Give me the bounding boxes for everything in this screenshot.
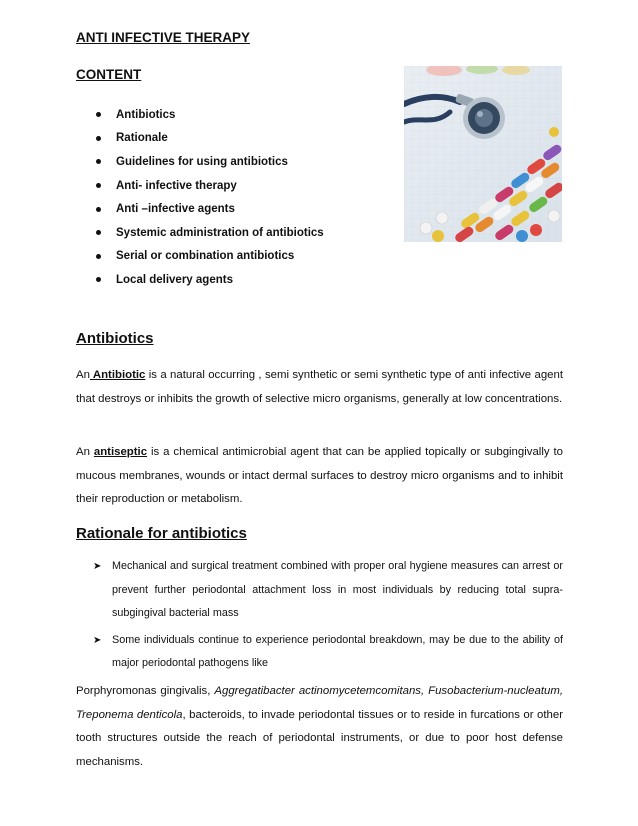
rationale-list [93, 555, 563, 679]
antiseptic-term: antiseptic [93, 446, 148, 458]
bullet-icon [96, 136, 101, 141]
bullet-icon [96, 207, 101, 212]
rationale-heading: Rationale for antibiotics [76, 525, 247, 542]
arrow-bullet-icon: ➤ [93, 634, 102, 646]
arrow-bullet-icon: ➤ [93, 561, 102, 572]
document-title: ANTI INFECTIVE THERAPY [76, 30, 251, 45]
pathogens-paragraph: Porphyromonas gingivalis, Aggregatibacter actinomycetemcomitans, Fusobacterium-nucleatum, Treponema denticola, bacteroids, to invade periodontal tissues or to reside in furcations or other tooth structures outside the reach of periodontal instruments, or due to poor host defense mechanisms. [76, 685, 563, 768]
bullet-icon [96, 277, 101, 282]
list-item: Serial or combination antibiotics [96, 245, 324, 269]
stethoscope-and-pills-icon [404, 66, 562, 242]
antibiotic-term: Antibiotic [89, 369, 146, 381]
list-item: Guidelines for using antibiotics [96, 150, 324, 174]
stethoscope-pills-image [404, 66, 562, 242]
content-list [96, 103, 324, 292]
antibiotics-heading: Antibiotics [76, 330, 154, 347]
bullet-icon [96, 183, 101, 188]
bullet-icon [96, 159, 101, 164]
antibiotic-definition-paragraph: An Antibiotic is a natural occurring , semi synthetic or semi synthetic type of anti infective agent that destroys or inhibits the growth of selective micro organisms, generally at low concentrations. [76, 369, 563, 405]
content-heading: CONTENT [76, 67, 142, 82]
bullet-icon [96, 112, 101, 117]
list-item: ➤ Mechanical and surgical treatment combined with proper oral hygiene measures can arrest or prevent further periodontal attachment loss in most individuals by reducing total supra-subgingival bacterial mass [93, 555, 563, 626]
list-item: Anti- infective therapy [96, 174, 324, 198]
list-item: Local delivery agents [96, 268, 324, 292]
antiseptic-definition-paragraph: An antiseptic is a chemical antimicrobial agent that can be applied topically or subgingivally to mucous membranes, wounds or intact dermal surfaces to destroy micro organisms and to inhibit their reproduction or metabolism. [76, 446, 563, 506]
bullet-icon [96, 254, 101, 259]
list-item: Anti –infective agents [96, 197, 324, 221]
list-item: Rationale [96, 127, 324, 151]
list-item: Systemic administration of antibiotics [96, 221, 324, 245]
list-item: ➤ Some individuals continue to experience periodontal breakdown, may be due to the ability of major periodontal pathogens like [93, 629, 563, 676]
list-item: Antibiotics [96, 103, 324, 127]
bullet-icon [96, 230, 101, 235]
